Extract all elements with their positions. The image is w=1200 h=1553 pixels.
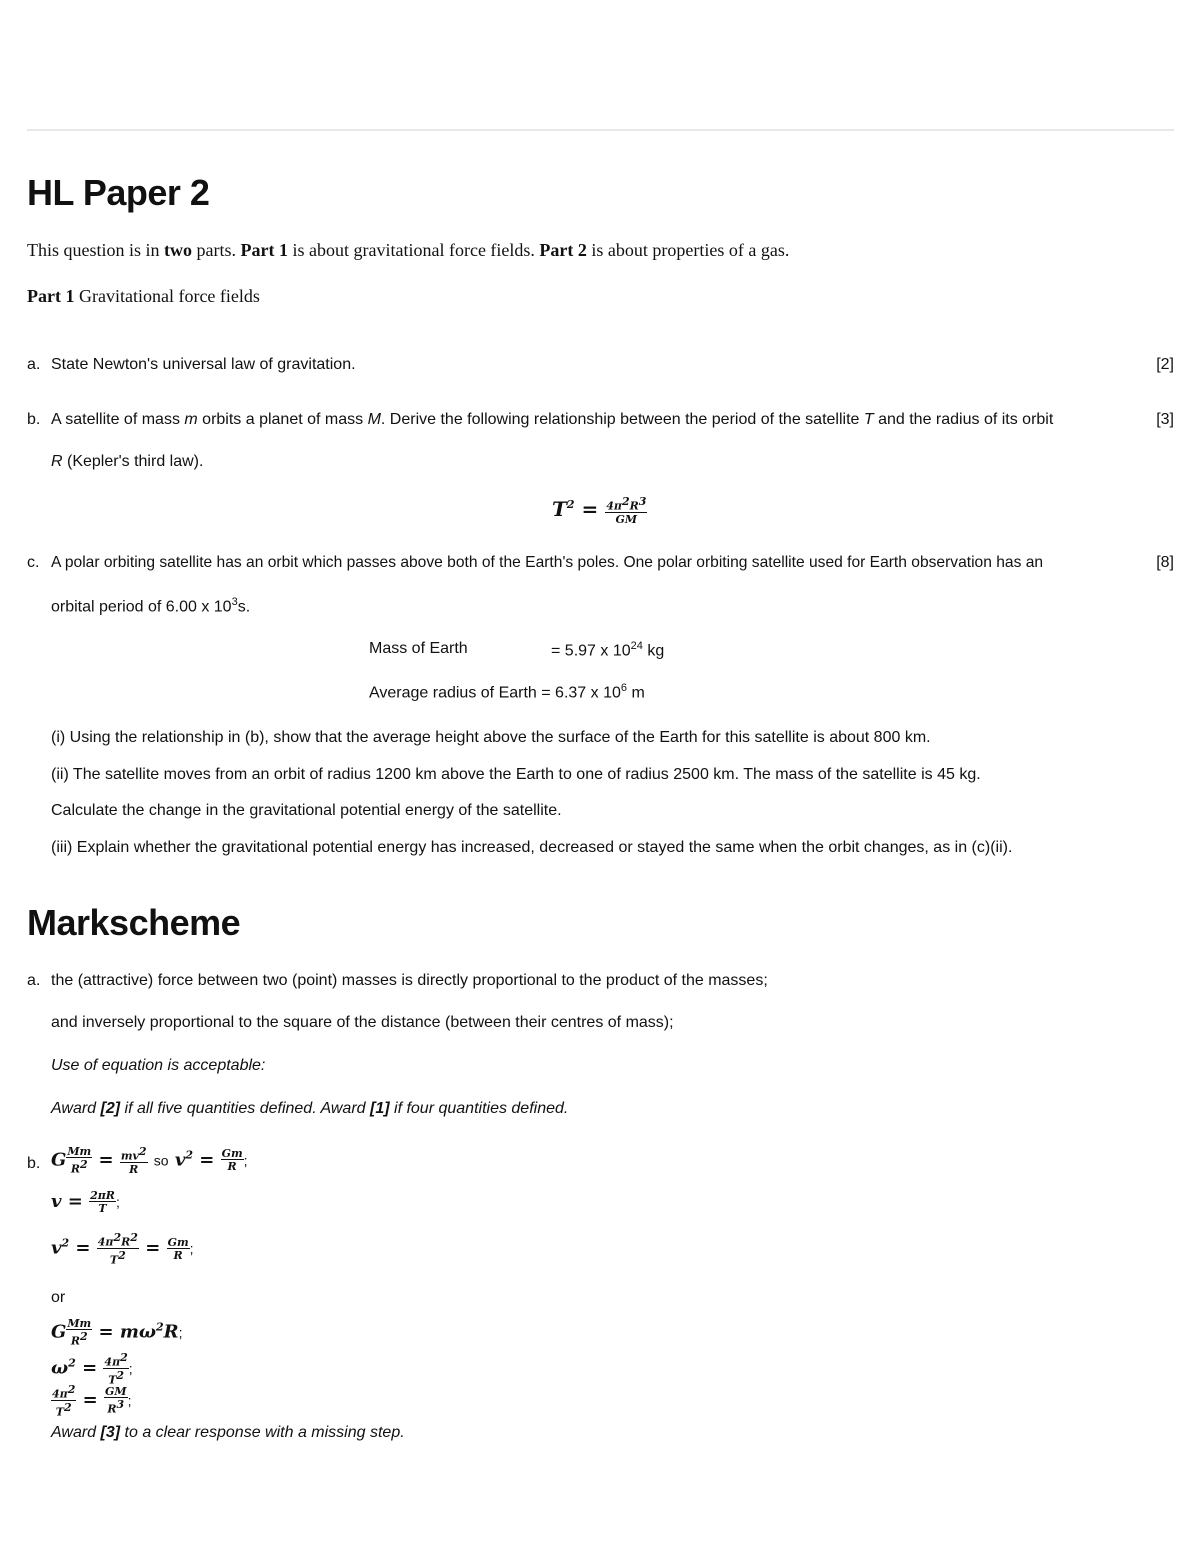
ms-a-award-mark1: [1] (370, 1100, 390, 1117)
earth-mass-label: Mass of Earth (369, 640, 468, 657)
intro-text-1: This question is in (27, 240, 165, 260)
question-c-ii-2: Calculate the change in the gravitational potential energy of the satellite. (51, 802, 562, 819)
ms-a-award-3: if four quantities defined. (389, 1100, 569, 1117)
qc-period-exp: 3 (231, 596, 238, 608)
earth-mass-exp: 24 (630, 640, 643, 652)
question-a-text: State Newton's universal law of gravitation. (51, 356, 356, 373)
qc-period-unit: s. (237, 598, 251, 616)
intro-text-3: is about gravitational force fields. (288, 240, 540, 260)
kepler-equation: $T^2$ = $\frac{4\pi^2R^3}{GM}$ (552, 495, 647, 526)
qb-text-3: . Derive the following relationship between the period of the satellite (380, 411, 864, 428)
question-b-line2 (51, 453, 203, 471)
ms-b-award (51, 1424, 405, 1442)
ms-a-line3: Use of equation is acceptable: (51, 1057, 266, 1074)
qc-period-text: orbital period of 6.00 x 10 (51, 598, 232, 616)
question-b-label: b. (27, 411, 41, 428)
qb-var-m: m (184, 411, 198, 428)
question-c-i: (i) Using the relationship in (b), show that the average height above the surface of the Earth for this satellite is about 800 km. (51, 729, 931, 746)
earth-radius (369, 682, 645, 702)
qb-var-T: T (863, 411, 874, 428)
ms-b-eq3: $v^2$ = $\frac{4\pi^2R^2}{T^2}$ = $\frac{Gm}{R}$ ; (51, 1231, 194, 1267)
ms-a-line2: and inversely proportional to the square of the distance (between their centres of mass); (51, 1014, 674, 1031)
intro-bold-part2: Part 2 (539, 240, 587, 260)
qb-var-M: M (367, 411, 381, 428)
ms-b-eq6: $\frac{4\pi^2}{T^2}$ = $\frac{GM}{R^3}$ ; (52, 1383, 132, 1419)
qb-text-4: and the radius of its orbit (873, 411, 1054, 428)
ms-b-award-1: Award (51, 1424, 101, 1441)
ms-b-or: or (51, 1289, 66, 1306)
earth-radius-exp: 6 (620, 682, 627, 694)
earth-radius-text: Average radius of Earth = 6.37 x 10 (369, 684, 621, 702)
ms-a-label: a. (27, 972, 41, 989)
ms-a-award-1: Award (51, 1100, 101, 1117)
ms-b-eq4: G $\frac{Mm}{R^2}$ = $m\omega^2R$; (51, 1317, 183, 1348)
qb-text-5: (Kepler's third law). (62, 453, 204, 470)
ms-b-eq2: v = $\frac{2\pi R}{T}$ ; (51, 1189, 120, 1215)
qb-text-2: orbits a planet of mass (197, 411, 368, 428)
ms-a-line1: the (attractive) force between two (point) masses is directly proportional to the product of the masses; (51, 972, 768, 989)
question-c-iii: (iii) Explain whether the gravitational potential energy has increased, decreased or stayed the same when the orbit changes, as in (c)(ii). (51, 839, 1013, 856)
markscheme-title: Markscheme (27, 902, 241, 943)
part1-bold: Part 1 (27, 286, 75, 306)
ms-a-line4 (51, 1100, 568, 1118)
intro-bold-two: two (164, 240, 193, 260)
question-c-label: c. (27, 554, 40, 571)
question-c-ii: (ii) The satellite moves from an orbit of radius 1200 km above the Earth to one of radius 2500 km. The mass of the satellite is 45 kg. (51, 766, 981, 783)
question-c-line1: A polar orbiting satellite has an orbit which passes above both of the Earth's poles. One polar orbiting satellite used for Earth observation has an (51, 554, 1044, 571)
ms-b-so: so (153, 1152, 169, 1169)
part1-text: Gravitational force fields (74, 286, 260, 306)
intro-text-4: is about properties of a gas. (586, 240, 790, 260)
ms-b-award-mark: [3] (100, 1424, 121, 1441)
ms-a-award-2: if all five quantities defined. Award (120, 1100, 370, 1117)
question-a-label: a. (27, 356, 41, 373)
earth-mass-num: = 5.97 x 10 (551, 642, 631, 660)
header-divider (27, 129, 1174, 131)
question-a-marks: [2] (1156, 356, 1174, 373)
question-b-marks: [3] (1156, 411, 1174, 428)
intro-bold-part1: Part 1 (240, 240, 288, 260)
intro-paragraph (27, 240, 789, 261)
ms-b-award-2: to a clear response with a missing step. (120, 1424, 405, 1441)
part1-heading (27, 286, 260, 307)
page-title: HL Paper 2 (27, 172, 210, 213)
question-b-line1 (51, 411, 1053, 429)
earth-radius-unit: m (627, 684, 645, 702)
ms-b-label: b. (27, 1155, 41, 1172)
ms-b-eq1: G $\frac{Mm}{R^2}$ = $\frac{mv^2}{R}$ so $v^2$ = $\frac{Gm}{R}$ ; (51, 1145, 248, 1176)
ms-a-award-mark2: [2] (100, 1100, 121, 1117)
earth-mass-value (551, 640, 664, 660)
ms-b-eq5: $\omega^2$ = $\frac{4\pi^2}{T^2}$ ; (51, 1351, 133, 1387)
intro-text-2: parts. (192, 240, 241, 260)
question-c-marks: [8] (1156, 554, 1174, 571)
question-c-line2 (51, 596, 250, 616)
qb-text-1: A satellite of mass (51, 411, 185, 428)
earth-mass-unit: kg (642, 642, 665, 660)
qb-var-R: R (51, 453, 63, 470)
